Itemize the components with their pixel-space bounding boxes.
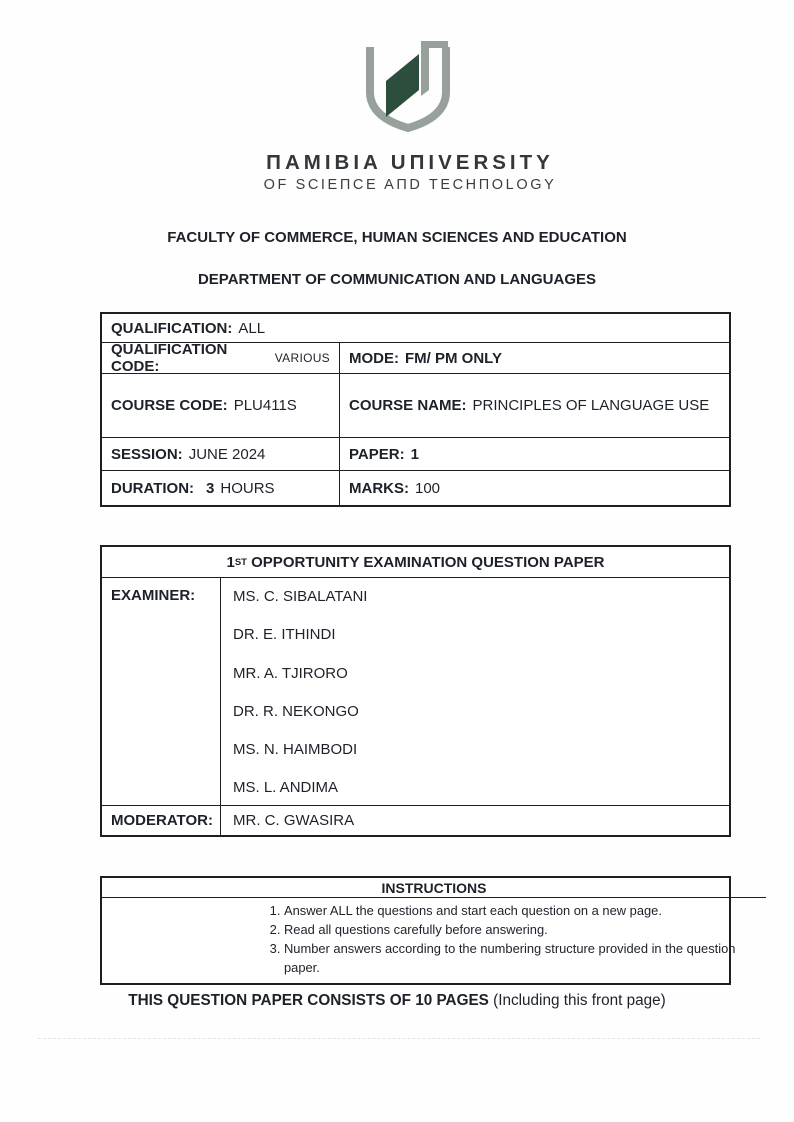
university-wordmark: ΠAMIBIA UΠIVERSITY xyxy=(266,151,554,174)
course-code-value: PLU411S xyxy=(233,397,297,414)
marks-label: MARKS: xyxy=(349,479,409,497)
instructions-list-container xyxy=(102,897,766,983)
exam-title-text: OPPORTUNITY EXAMINATION QUESTION PAPER xyxy=(246,553,605,571)
moderator-value-cell xyxy=(220,805,729,835)
course-name-label: COURSE NAME: xyxy=(349,397,467,414)
instructions-list xyxy=(258,901,756,977)
qualification-code-cell xyxy=(102,342,339,373)
course-name-cell xyxy=(339,373,729,437)
mode-value: FM/ PM ONLY xyxy=(405,349,502,367)
session-value: JUNE 2024 xyxy=(188,445,266,463)
moderator-label-cell xyxy=(102,805,220,835)
page-count-note xyxy=(0,992,794,1010)
examiner-label-cell xyxy=(102,577,220,805)
mode-label: MODE: xyxy=(349,349,399,367)
paper-cell xyxy=(339,437,729,470)
session-label: SESSION: xyxy=(111,445,183,463)
examiner-name: MS. N. HAIMBODI xyxy=(233,741,358,759)
examiner-name: DR. E. ITHINDI xyxy=(233,626,336,644)
paper-label: PAPER: xyxy=(349,445,405,463)
examination-table xyxy=(100,545,731,837)
examiner-name: MS. C. SIBALATANI xyxy=(233,588,368,605)
instructions-table xyxy=(100,876,736,985)
nust-shield-logo-icon xyxy=(358,36,458,143)
university-wordmark-subline: OF SCIEΠCE AΠD TECHΠOLOGY xyxy=(263,177,557,193)
instruction-item: 2. Read all questions carefully before answering. xyxy=(284,920,756,939)
moderator-label: MODERATOR: xyxy=(111,812,213,829)
examiner-names-cell xyxy=(220,577,729,805)
examiner-name: MS. L. ANDIMA xyxy=(233,779,339,797)
department-heading: DEPARTMENT OF COMMUNICATION AND LANGUAGES xyxy=(197,271,597,288)
course-name-value: PRINCIPLES OF LANGUAGE USE xyxy=(472,397,710,414)
examiner-name: MR. A. TJIRORO xyxy=(233,664,348,682)
duration-cell xyxy=(102,470,339,505)
session-cell xyxy=(102,437,339,470)
instructions-title: INSTRUCTIONS xyxy=(381,879,487,896)
exam-title-number: 1 xyxy=(226,553,235,571)
qualification-cell xyxy=(102,314,729,342)
instruction-item: 1. Answer ALL the questions and start each question on a new page. xyxy=(284,901,756,920)
qualification-value: ALL xyxy=(238,319,266,337)
moderator-name: MR. C. GWASIRA xyxy=(233,812,355,829)
course-info-table xyxy=(100,312,731,507)
examiner-label: EXAMINER: xyxy=(111,587,196,604)
page-count-bold: THIS QUESTION PAPER CONSISTS OF 10 PAGES xyxy=(128,992,489,1009)
marks-value: 100 xyxy=(415,479,441,497)
mode-cell xyxy=(339,342,729,373)
qualification-code-label: QUALIFICATION CODE: xyxy=(111,341,228,375)
faculty-heading: FACULTY OF COMMERCE, HUMAN SCIENCES AND EDUCATION xyxy=(167,229,627,246)
course-code-cell xyxy=(102,373,339,437)
course-code-label: COURSE CODE: xyxy=(111,397,228,414)
scan-artifact-line xyxy=(38,1038,760,1039)
examiner-name: DR. R. NEKONGO xyxy=(233,702,359,720)
qualification-label: QUALIFICATION: xyxy=(111,319,233,337)
page-count-regular: (Including this front page) xyxy=(493,992,666,1009)
duration-value-hours-number: 3 xyxy=(206,479,215,497)
marks-cell xyxy=(339,470,729,505)
instruction-item: 3. Number answers according to the numbering structure provided in the question paper. xyxy=(284,939,756,977)
logo-green-flag xyxy=(386,54,419,117)
exam-title-ordinal: ST xyxy=(234,556,247,568)
exam-paper-title xyxy=(102,547,729,577)
qualification-code-value: VARIOUS xyxy=(274,351,330,365)
duration-label: DURATION: xyxy=(111,479,195,497)
paper-value: 1 xyxy=(410,445,419,463)
duration-value-hours-word: HOURS xyxy=(220,479,275,497)
